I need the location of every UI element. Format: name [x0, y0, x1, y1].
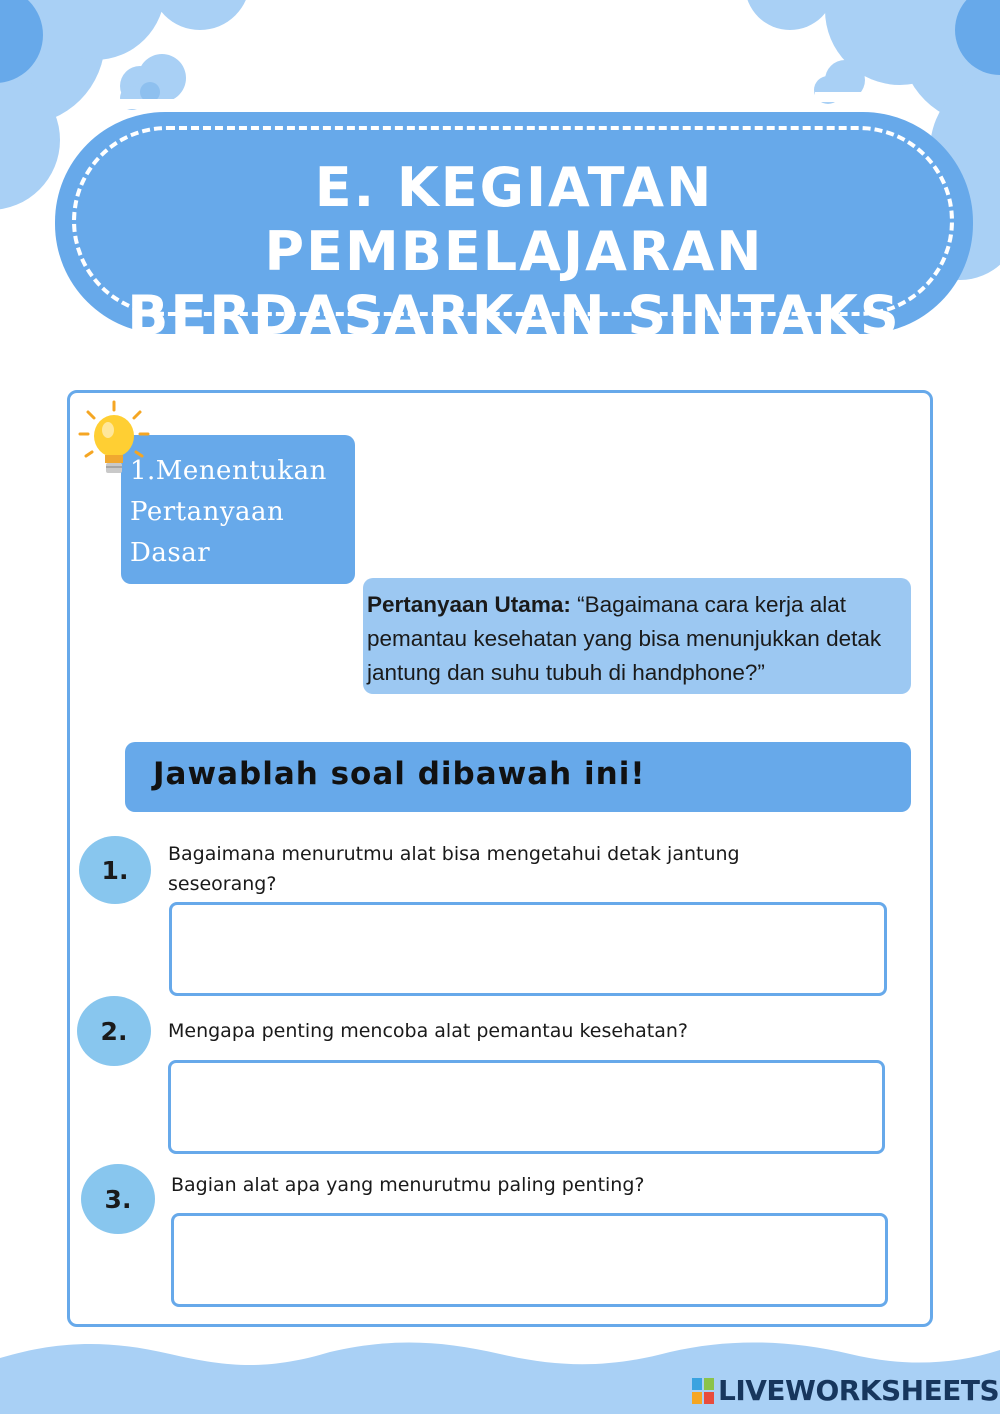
answer-input-1[interactable]: [169, 902, 887, 996]
step-line-2: Pertanyaan: [130, 497, 285, 527]
question-text-1: Bagaimana menurutmu alat bisa mengetahui detak jantung seseorang?: [168, 843, 740, 895]
main-question-text: “Bagaimana cara kerja alat pemantau kesehatan yang bisa menunjukkan detak jantung dan suhu tubuh di handphone?”: [367, 592, 882, 685]
question-number-2: 2.: [77, 996, 151, 1066]
question-text-2: Mengapa penting mencoba alat pemantau kesehatan?: [168, 1020, 688, 1042]
instruction-header: Jawablah soal dibawah ini!: [125, 742, 911, 812]
title-line-1: E. KEGIATAN PEMBELAJARAN: [264, 156, 764, 283]
step-line-1: 1.Menentukan: [130, 456, 327, 486]
title-line-2: BERDASARKAN SINTAKS PJBL: [127, 284, 901, 411]
answer-input-2[interactable]: [168, 1060, 885, 1154]
main-question-label: Pertanyaan Utama:: [367, 592, 571, 617]
page-title: [55, 156, 973, 412]
answer-input-3[interactable]: [171, 1213, 888, 1307]
brand-name: LIVEWORKSHEETS: [718, 1374, 1000, 1407]
brand-logo: [692, 1374, 999, 1407]
step-line-3: Dasar: [130, 538, 211, 568]
question-number-3: 3.: [81, 1164, 155, 1234]
liveworksheets-logo-icon: [692, 1378, 714, 1404]
question-text-3: Bagian alat apa yang menurutmu paling penting?: [171, 1174, 645, 1196]
question-number-1: 1.: [79, 836, 151, 904]
main-question-box: [363, 578, 911, 694]
lightbulb-icon: [78, 400, 150, 480]
step-label-box: [121, 435, 355, 584]
